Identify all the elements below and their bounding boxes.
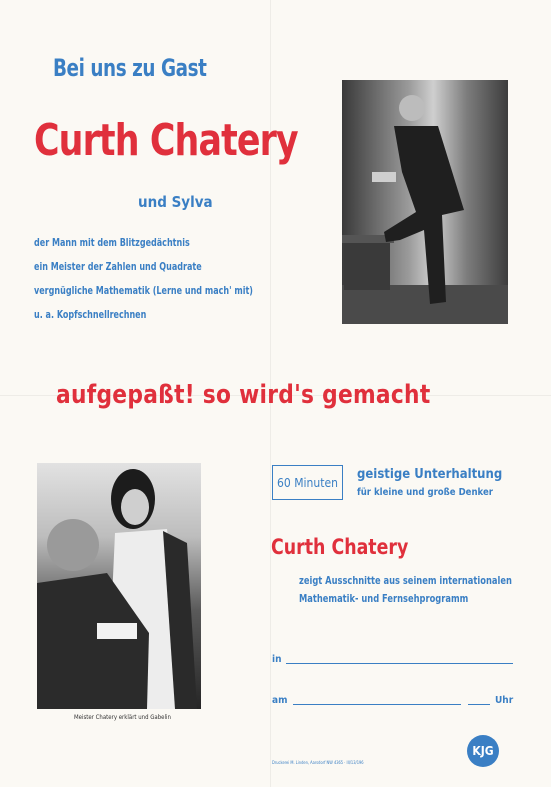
duration-box: 60 Minuten [272, 465, 343, 500]
time-blank-line [468, 704, 490, 705]
program-description: Mathematik- und Fernsehprogramm [299, 593, 469, 605]
performer-photo-standing [342, 80, 508, 324]
time-label: Uhr [495, 695, 514, 706]
entertainment-title: geistige Unterhaltung [357, 467, 503, 482]
feature-line: vergnügliche Mathematik (Lerne und mach' mit) [34, 285, 253, 297]
performer-and-assistant-photo [37, 463, 201, 709]
feature-line: ein Meister der Zahlen und Quadrate [34, 261, 202, 273]
performer-name-secondary: Curth Chatery [271, 535, 409, 559]
feature-line: u. a. Kopfschnellrechnen [34, 309, 147, 321]
feature-line: der Mann mit dem Blitzgedächtnis [34, 237, 190, 249]
publisher-logo: KJG [467, 735, 499, 767]
date-label: am [272, 695, 288, 706]
date-blank-line [293, 704, 461, 705]
slogan: aufgepaßt! so wird's gemacht [56, 380, 431, 410]
photo-caption: Meister Chatery erklärt und Gabelin [74, 714, 171, 721]
program-description: zeigt Ausschnitte aus seinem internationalen [299, 575, 512, 587]
partner-name: und Sylva [138, 193, 213, 211]
printer-note: Druckerei M. Linden, Aarsdorf NW 4365 · III/13/196 [272, 760, 364, 765]
audience-line: für kleine und große Denker [357, 487, 493, 498]
location-label: in [272, 654, 282, 665]
performer-name-headline: Curth Chatery [34, 115, 298, 166]
performer-silhouette [342, 80, 508, 324]
guest-line: Bei uns zu Gast [53, 54, 207, 82]
location-blank-line [286, 663, 513, 664]
duo-silhouette [37, 463, 201, 709]
